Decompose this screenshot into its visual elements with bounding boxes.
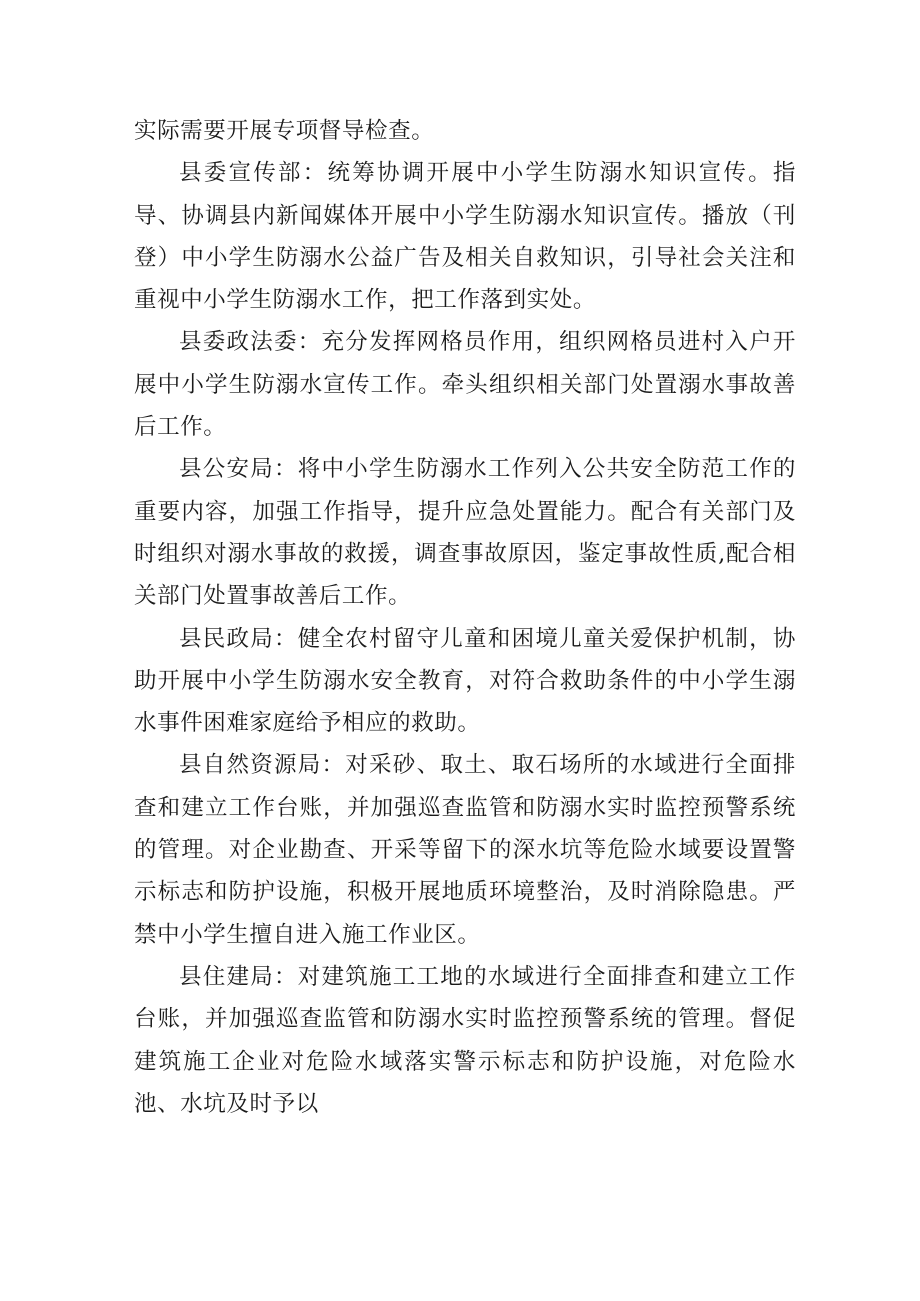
paragraph-text: 统筹协调开展中小学生防溺水知识宣传。指导、协调县内新闻媒体开展中小学生防溺水知识宣传。播放（刊登）中小学生防溺水公益广告及相关自救知识，引导社会关注和重视中小学生防溺水工作，把工作落到实处。 bbox=[134, 160, 796, 314]
paragraph-public-security bbox=[134, 448, 796, 617]
paragraph-political-legal bbox=[134, 321, 796, 448]
paragraph-civil-affairs bbox=[134, 618, 796, 745]
paragraph-housing-construction bbox=[134, 956, 796, 1125]
paragraph-text: 实际需要开展专项督导检查。 bbox=[134, 118, 435, 144]
paragraph-text: 充分发挥网格员作用，组织网格员进村入户开展中小学生防溺水宣传工作。牵头组织相关部门处置溺水事故善后工作。 bbox=[134, 329, 796, 441]
paragraph-text: 对采砂、取土、取石场所的水域进行全面排查和建立工作台账，并加强巡查监管和防溺水实时监控预警系统的管理。对企业勘查、开采等留下的深水坑等危险水域要设置警示标志和防护设施，积极开展地质环境整治，及时消除隐患。严禁中小学生擅自进入施工作业区。 bbox=[134, 752, 796, 948]
paragraph-propaganda-dept bbox=[134, 152, 796, 321]
paragraph-text: 对建筑施工工地的水域进行全面排查和建立工作台账，并加强巡查监管和防溺水实时监控预警系统的管理。督促建筑施工企业对危险水域落实警示标志和防护设施，对危险水池、水坑及时予以 bbox=[134, 963, 796, 1117]
paragraph-label: 县自然资源局： bbox=[179, 752, 346, 779]
paragraph-natural-resources bbox=[134, 744, 796, 955]
document-body bbox=[134, 110, 796, 1125]
paragraph-text: 将中小学生防溺水工作列入公共安全防范工作的重要内容，加强工作指导，提升应急处置能力。配合有关部门及时组织对溺水事故的救援，调查事故原因，鉴定事故性质,配合相关部门处置事故善后工作。 bbox=[134, 456, 796, 610]
paragraph-label: 县民政局： bbox=[179, 625, 298, 652]
paragraph-label: 县委政法委： bbox=[179, 329, 322, 356]
paragraph-label: 县公安局： bbox=[179, 456, 298, 483]
paragraph-label: 县住建局： bbox=[179, 963, 298, 990]
paragraph-continuation bbox=[134, 110, 796, 152]
paragraph-label: 县委宣传部： bbox=[179, 160, 328, 187]
paragraph-text: 健全农村留守儿童和困境儿童关爱保护机制，协助开展中小学生防溺水安全教育，对符合救助条件的中小学生溺水事件困难家庭给予相应的救助。 bbox=[134, 625, 796, 737]
